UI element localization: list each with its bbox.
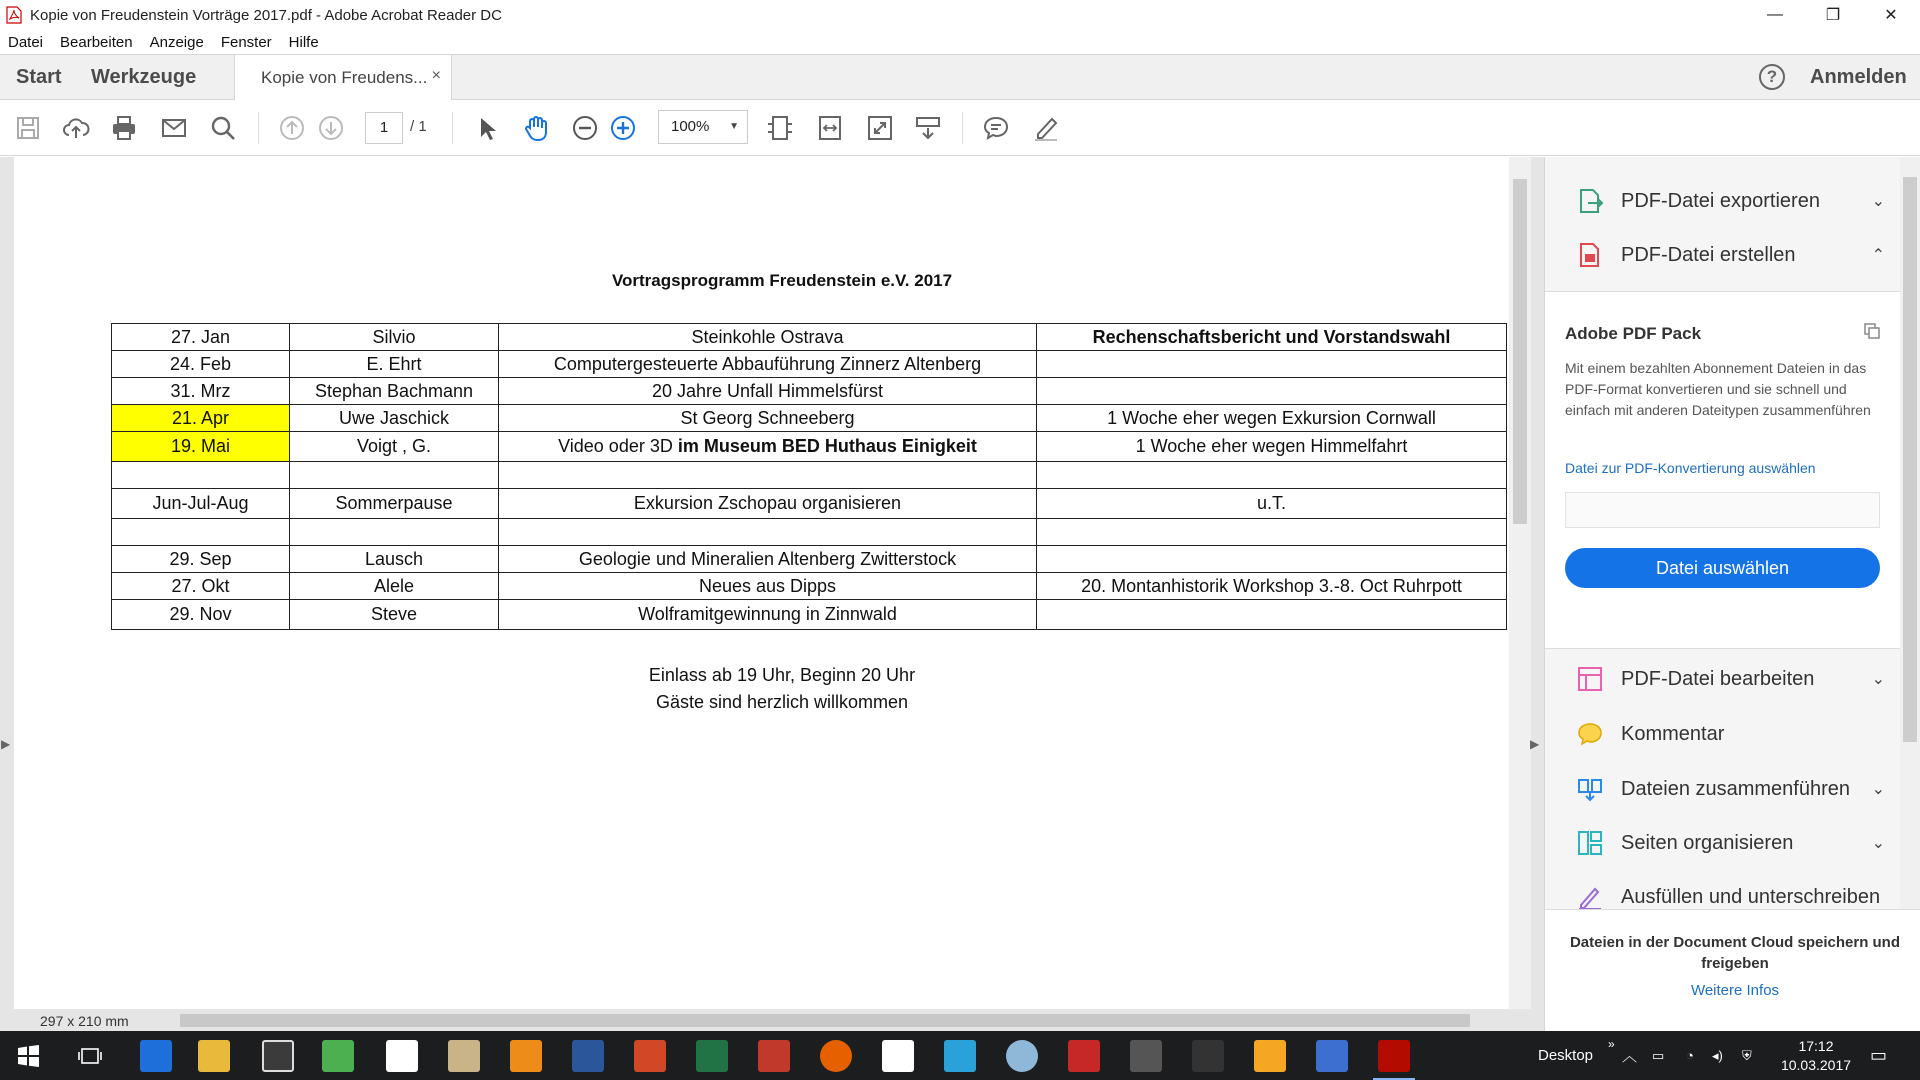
combine-files-icon: [1575, 774, 1605, 804]
tool-label: PDF-Datei erstellen: [1621, 243, 1796, 266]
edge-browser-icon[interactable]: [140, 1040, 172, 1072]
menu-bearbeiten[interactable]: Bearbeiten: [60, 33, 133, 51]
tab-werkzeuge[interactable]: Werkzeuge: [91, 66, 197, 88]
document-tab-label: Kopie von Freudens...: [261, 68, 428, 87]
tool-label: Seiten organisieren: [1621, 831, 1794, 854]
date-cell: 29. Sep: [112, 546, 290, 573]
menu-bar: [0, 30, 1920, 54]
task-view-icon[interactable]: [74, 1040, 106, 1072]
left-panel-toggle-icon[interactable]: ▶: [1, 737, 11, 751]
tool-label: Ausfüllen und unterschreiben: [1621, 885, 1881, 908]
menu-fenster[interactable]: Fenster: [220, 33, 272, 51]
tool-label: Dateien zusammenführen: [1621, 777, 1851, 800]
speaker-cell: Sommerpause: [290, 489, 499, 519]
zoom-in-icon[interactable]: [609, 114, 637, 142]
zoom-select[interactable]: [658, 110, 748, 144]
toolbar: [0, 100, 1920, 156]
fullscreen-icon[interactable]: [866, 114, 894, 142]
topic-bold-text: im Museum BED Huthaus Einigkeit: [677, 436, 977, 456]
comment-icon: [1575, 719, 1605, 749]
organize-pages-icon: [1575, 828, 1605, 858]
date-cell: 24. Feb: [112, 351, 290, 378]
note-cell: [1037, 351, 1507, 378]
table-row: [112, 546, 1507, 573]
table-row: [112, 432, 1507, 462]
windows-start-icon[interactable]: [12, 1040, 44, 1072]
document-title: Vortragsprogramm Freudenstein e.V. 2017: [611, 271, 953, 290]
menu-datei[interactable]: Datei: [8, 33, 44, 51]
minimize-button[interactable]: —: [1767, 6, 1783, 23]
desktop-toolbar[interactable]: Desktop: [1538, 1047, 1594, 1064]
search-icon[interactable]: [209, 114, 237, 142]
select-file-link[interactable]: Datei zur PDF-Konvertierung auswählen: [1565, 460, 1816, 476]
pack-title: Adobe PDF Pack: [1565, 324, 1702, 343]
edit-pdf-icon: [1575, 664, 1605, 694]
topic-cell: [499, 546, 1037, 573]
speaker-cell: Silvio: [290, 324, 499, 351]
wifi-icon[interactable]: ◔: [1686, 1048, 1694, 1063]
horizontal-scrollbar[interactable]: [160, 1011, 1510, 1029]
note-cell: [1037, 546, 1507, 573]
system-clock[interactable]: [1770, 1037, 1862, 1075]
pdf-app-icon[interactable]: [758, 1040, 790, 1072]
pdf-page: [14, 157, 1509, 1009]
scrollbar-thumb[interactable]: [1513, 179, 1527, 524]
outlook-icon[interactable]: [510, 1040, 542, 1072]
topic-cell: [499, 600, 1037, 630]
dm-app-icon[interactable]: [882, 1040, 914, 1072]
page-size-label: 297 x 210 mm: [14, 1011, 174, 1031]
restore-button[interactable]: ❐: [1825, 7, 1841, 24]
show-hidden-icons-icon[interactable]: ︿: [1622, 1048, 1638, 1065]
tool-label: PDF-Datei exportieren: [1621, 189, 1820, 212]
topic-text: Wolframitgewinnung in Zinnwald: [638, 604, 897, 624]
volume-icon[interactable]: ◂): [1712, 1047, 1723, 1063]
page-number-input[interactable]: 1: [365, 112, 403, 144]
date-cell: 19. Mai: [112, 432, 290, 462]
login-button[interactable]: Anmelden: [1810, 66, 1907, 88]
toolbar-separator: [258, 112, 259, 144]
table-row: [112, 519, 1507, 546]
chevron-down-icon[interactable]: ⌄: [1871, 835, 1885, 852]
note-cell: u.T.: [1037, 489, 1507, 519]
table-row: [112, 600, 1507, 630]
topic-cell: [499, 432, 1037, 462]
upload-cloud-icon[interactable]: [62, 114, 90, 142]
acrobat-app-icon: [6, 6, 22, 24]
topic-text: Steinkohle Ostrava: [691, 326, 844, 347]
print-icon[interactable]: [110, 114, 138, 142]
clock-time: 17:12: [1798, 1038, 1834, 1054]
note-cell: [1037, 600, 1507, 630]
notes-icon[interactable]: [448, 1040, 480, 1072]
excel-icon[interactable]: [696, 1040, 728, 1072]
schedule-table: [111, 323, 1507, 630]
tab-start[interactable]: Start: [16, 66, 62, 88]
defender-icon[interactable]: ⛨: [1742, 1047, 1752, 1063]
title-bar: [0, 0, 1920, 30]
topic-text: Exkursion Zschopau organisieren: [633, 493, 902, 513]
speaker-cell: E. Ehrt: [290, 351, 499, 378]
tool-export-pdf[interactable]: [1575, 181, 1885, 221]
topic-cell: [499, 573, 1037, 600]
toolbar-separator: [452, 112, 453, 144]
chevron-down-icon[interactable]: ⌄: [1871, 671, 1885, 688]
topic-text: Geologie und Mineralien Altenberg Zwitterstock: [578, 548, 957, 569]
hand-tool-icon[interactable]: [522, 114, 550, 142]
note-cell: 1 Woche eher wegen Himmelfahrt: [1037, 432, 1507, 462]
topic-cell: [499, 519, 1037, 546]
speaker-cell: Lausch: [290, 546, 499, 573]
select-file-button[interactable]: Datei auswählen: [1565, 548, 1880, 588]
select-cursor-icon[interactable]: [472, 114, 500, 142]
admission-info: Einlass ab 19 Uhr, Beginn 20 Uhr: [648, 665, 916, 685]
media-player-icon[interactable]: [1254, 1040, 1286, 1072]
note-cell: [1037, 378, 1507, 405]
table-row: [112, 405, 1507, 432]
menu-anzeige[interactable]: Anzeige: [149, 33, 204, 51]
chevron-down-icon[interactable]: ⌄: [1871, 781, 1885, 798]
toolbar-separator: [962, 112, 963, 144]
table-row: [112, 324, 1507, 351]
next-page-icon[interactable]: [317, 114, 345, 142]
scrollbar-thumb[interactable]: [1903, 177, 1917, 742]
vertical-scrollbar[interactable]: [1509, 157, 1531, 1009]
topic-cell: [499, 489, 1037, 519]
note-cell: [1037, 462, 1507, 489]
speaker-cell: [290, 519, 499, 546]
tab-document[interactable]: [234, 55, 452, 101]
topic-text: Video oder 3D: [558, 436, 678, 456]
tool-create-pdf[interactable]: [1575, 235, 1885, 275]
speaker-cell: Alele: [290, 573, 499, 600]
note-cell: Rechenschaftsbericht und Vorstandswahl: [1037, 324, 1507, 351]
windows-taskbar: [0, 1031, 1920, 1080]
date-cell: [112, 519, 290, 546]
table-row: [112, 351, 1507, 378]
tool-comment[interactable]: [1575, 714, 1885, 754]
tool-organize-pages[interactable]: [1575, 823, 1885, 863]
date-cell: 27. Okt: [112, 573, 290, 600]
date-cell: 31. Mrz: [112, 378, 290, 405]
topic-cell: [499, 351, 1037, 378]
chrome-icon[interactable]: [322, 1040, 354, 1072]
export-pdf-icon: [1575, 186, 1605, 216]
fill-sign-icon: [1575, 882, 1605, 912]
window-title: Kopie von Freudenstein Vorträge 2017.pdf - Adobe Acrobat Reader DC: [30, 6, 502, 24]
topic-text: Computergesteuerte Abbauführung Zinnerz Altenberg: [553, 353, 982, 374]
thunderbird-icon[interactable]: [1006, 1040, 1038, 1072]
tab-bar: [0, 54, 1920, 100]
clock-date: 10.03.2017: [1780, 1057, 1852, 1073]
finereader-icon[interactable]: [1130, 1040, 1162, 1072]
table-row: [112, 573, 1507, 600]
speaker-cell: Uwe Jaschick: [290, 405, 499, 432]
document-cloud-panel: [1545, 909, 1920, 1031]
right-panel-toggle-icon[interactable]: ▶: [1530, 737, 1540, 751]
app-icon[interactable]: [1192, 1040, 1224, 1072]
speaker-cell: Steve: [290, 600, 499, 630]
app-icon[interactable]: [386, 1040, 418, 1072]
fit-width-icon[interactable]: [816, 114, 844, 142]
pack-description: Mit einem bezahlten Abonnement Dateien in das PDF-Format konvertieren und sie schnell und einfach mit anderen Dateitypen zusammenführen: [1565, 360, 1871, 418]
topic-cell: [499, 462, 1037, 489]
table-row: [112, 462, 1507, 489]
date-cell: 21. Apr: [112, 405, 290, 432]
scroll-mode-icon[interactable]: [914, 114, 942, 142]
tools-pane: [1544, 157, 1920, 1031]
help-icon[interactable]: ?: [1759, 64, 1785, 90]
date-cell: 29. Nov: [112, 600, 290, 630]
speaker-cell: [290, 462, 499, 489]
chevron-down-icon: ▼: [729, 121, 739, 132]
page-total: / 1: [410, 118, 427, 135]
zoom-out-icon[interactable]: [571, 114, 599, 142]
file-select-field[interactable]: [1565, 492, 1880, 528]
fit-page-icon[interactable]: [766, 114, 794, 142]
close-tab-icon[interactable]: ×: [431, 67, 441, 84]
tool-label: PDF-Datei bearbeiten: [1621, 667, 1815, 690]
topic-cell: [499, 405, 1037, 432]
note-cell: 1 Woche eher wegen Exkursion Cornwall: [1037, 405, 1507, 432]
speaker-cell: Stephan Bachmann: [290, 378, 499, 405]
speaker-cell: Voigt , G.: [290, 432, 499, 462]
notifications-icon[interactable]: ▭: [1870, 1045, 1888, 1065]
note-cell: 20. Montanhistorik Workshop 3.-8. Oct Ruhrpott: [1037, 573, 1507, 600]
close-window-button[interactable]: ✕: [1884, 7, 1898, 24]
security-shield-icon[interactable]: [1068, 1040, 1100, 1072]
file-explorer-icon[interactable]: [198, 1040, 230, 1072]
menu-hilfe[interactable]: Hilfe: [288, 33, 319, 51]
topic-text: 20 Jahre Unfall Himmelsfürst: [651, 380, 884, 401]
topic-text: Neues aus Dipps: [698, 575, 837, 596]
chevron-up-icon[interactable]: ⌃: [1871, 247, 1885, 264]
topic-cell: [499, 324, 1037, 351]
comment-tool-icon[interactable]: [982, 114, 1010, 142]
chevron-icon[interactable]: »: [1608, 1036, 1615, 1051]
topic-cell: [499, 378, 1037, 405]
tool-edit-pdf[interactable]: [1575, 659, 1885, 699]
powerpoint-icon[interactable]: [634, 1040, 666, 1072]
more-info-link[interactable]: Weitere Infos: [1690, 982, 1780, 999]
zotero-icon[interactable]: [1316, 1040, 1348, 1072]
note-cell: [1037, 519, 1507, 546]
tool-combine-files[interactable]: [1575, 769, 1885, 809]
chevron-down-icon[interactable]: ⌄: [1871, 193, 1885, 210]
app-icon[interactable]: [944, 1040, 976, 1072]
tool-label: Kommentar: [1621, 722, 1725, 745]
scrollbar-thumb[interactable]: [180, 1014, 1470, 1027]
previous-page-icon[interactable]: [278, 114, 306, 142]
table-row: [112, 378, 1507, 405]
date-cell: Jun-Jul-Aug: [112, 489, 290, 519]
store-icon[interactable]: [262, 1040, 294, 1072]
firefox-icon[interactable]: [820, 1040, 852, 1072]
guests-welcome: Gäste sind herzlich willkommen: [655, 692, 909, 712]
email-icon[interactable]: [160, 114, 188, 142]
document-viewport[interactable]: [0, 157, 1544, 1031]
cloud-title: Dateien in der Document Cloud speichern und freigeben: [1569, 934, 1901, 972]
battery-icon[interactable]: ▭: [1652, 1047, 1665, 1063]
highlight-pen-icon[interactable]: [1032, 114, 1060, 142]
pdf-pack-panel: [1545, 291, 1900, 649]
copy-icon[interactable]: [1863, 322, 1881, 340]
date-cell: 27. Jan: [112, 324, 290, 351]
tools-pane-scrollbar[interactable]: [1900, 157, 1920, 909]
word-icon[interactable]: [572, 1040, 604, 1072]
table-row: [112, 489, 1507, 519]
topic-text: St Georg Schneeberg: [680, 407, 855, 428]
zoom-value: 100%: [671, 118, 710, 135]
acrobat-reader-icon[interactable]: [1378, 1040, 1410, 1072]
date-cell: [112, 462, 290, 489]
create-pdf-icon: [1575, 240, 1605, 270]
save-icon[interactable]: [14, 114, 42, 142]
